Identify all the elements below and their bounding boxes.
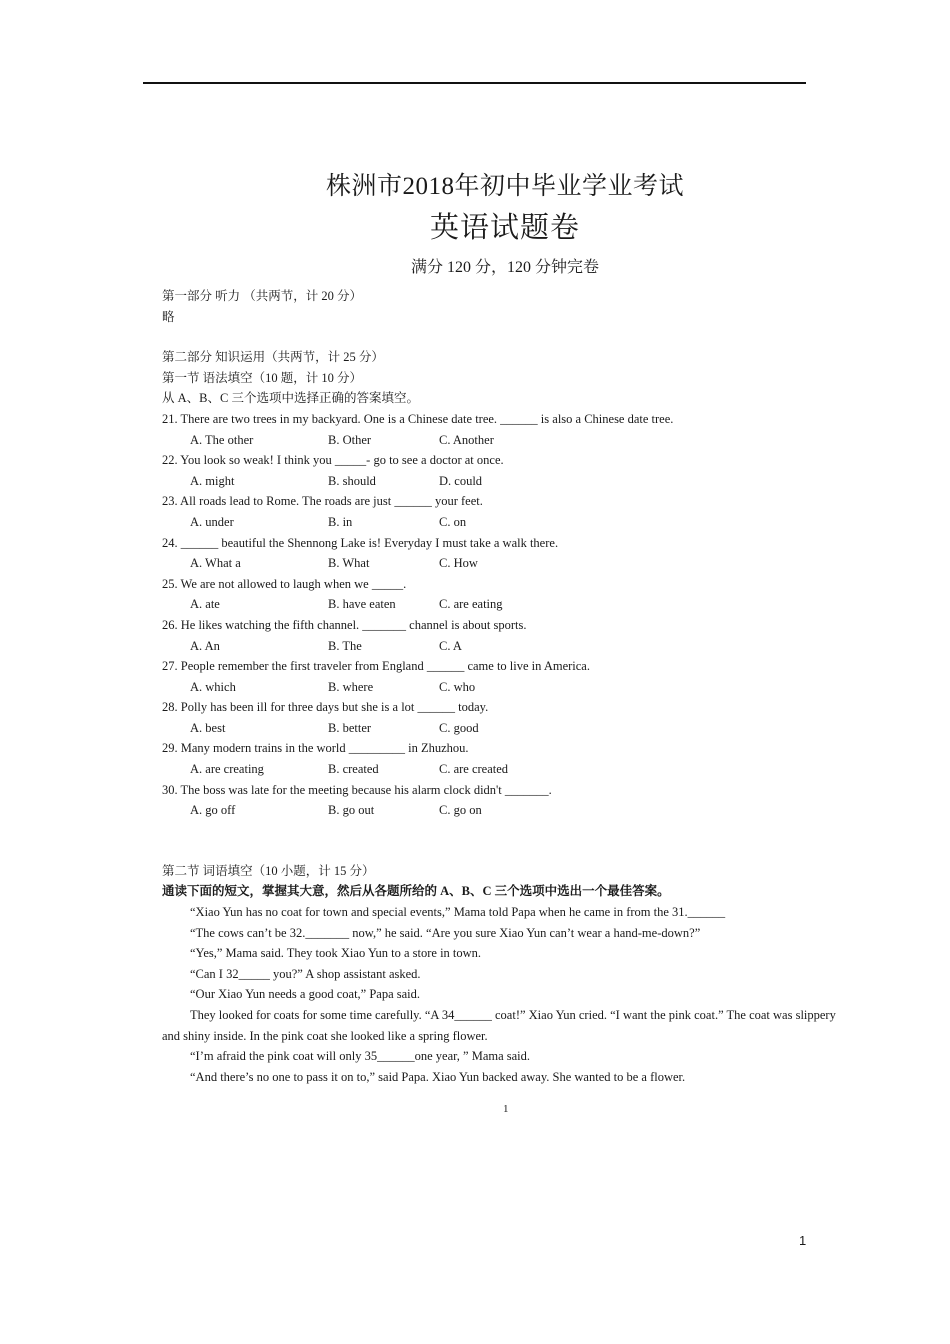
section2-instruction: 通读下面的短文，掌握其大意，然后从各题所给的 A、B、C 三个选项中选出一个最佳答案。 xyxy=(162,884,670,899)
option-a: A. ate xyxy=(190,597,220,612)
passage-paragraph: “And there’s no one to pass it on to,” said Papa. Xiao Yun backed away. She wanted to be a flower. xyxy=(190,1069,686,1084)
option-b: B. better xyxy=(328,720,372,735)
exam-subtitle: 英语试题卷 xyxy=(429,212,580,244)
option-b: B. should xyxy=(328,473,376,488)
cloze-passage xyxy=(162,902,862,1087)
option-b: B. created xyxy=(328,762,379,777)
question-22-options xyxy=(162,471,862,492)
part1-heading: 第一部分 听力 （共两节，计 20 分） xyxy=(162,289,363,303)
question-29-options xyxy=(162,759,862,780)
exam-info: 满分 120 分，120 分钟完卷 xyxy=(410,259,599,276)
question-30: 30. The boss was late for the meeting because his alarm clock didn't _______. xyxy=(162,782,552,797)
question-27-options xyxy=(162,677,862,698)
passage-paragraph: “Yes,” Mama said. They took Xiao Yun to a store in town. xyxy=(190,946,482,961)
passage-paragraph: “The cows can’t be 32._______ now,” he said. “Are you sure Xiao Yun can’t wear a hand-me-down?” xyxy=(190,925,701,940)
inner-page-number: 1 xyxy=(503,1103,509,1115)
passage-paragraph: “I’m afraid the pink coat will only 35______one year, ” Mama said. xyxy=(190,1049,531,1064)
option-a: A. The other xyxy=(190,432,254,447)
question-28-options xyxy=(162,718,862,739)
option-c: C. are created xyxy=(439,762,509,777)
question-30-options xyxy=(162,800,862,821)
question-24: 24. ______ beautiful the Shennong Lake is! Everyday I must take a walk there. xyxy=(162,535,559,550)
section1-heading: 第一节 语法填空（10 题，计 10 分） xyxy=(162,370,363,385)
exam-title: 株洲市2018年初中毕业学业考试 xyxy=(325,173,684,200)
option-b: B. Other xyxy=(328,432,372,447)
option-a: A. are creating xyxy=(190,762,264,777)
passage-paragraph: “Our Xiao Yun needs a good coat,” Papa said. xyxy=(190,987,421,1002)
question-25: 25. We are not allowed to laugh when we _____. xyxy=(162,576,407,591)
exam-content xyxy=(162,286,862,1087)
option-c: C. on xyxy=(439,514,467,529)
option-b: B. in xyxy=(328,514,353,529)
option-c: C. A xyxy=(439,638,462,653)
question-24-options xyxy=(162,553,862,574)
option-a: A. might xyxy=(190,473,235,488)
part2-heading: 第二部分 知识运用（共两节，计 25 分） xyxy=(162,350,384,365)
question-21: 21. There are two trees in my backyard. One is a Chinese date tree. ______ is also a Chinese date tree. xyxy=(162,411,674,426)
question-22: 22. You look so weak! I think you _____- go to see a doctor at once. xyxy=(162,453,504,468)
option-c: C. How xyxy=(439,556,478,571)
option-a: A. which xyxy=(190,679,236,694)
section1-instruction: 从 A、B、C 三个选项中选择正确的答案填空。 xyxy=(162,391,419,406)
passage-paragraph: “Xiao Yun has no coat for town and special events,” Mama told Papa when he came in from the 31.______ xyxy=(190,905,726,920)
question-26: 26. He likes watching the fifth channel. _______ channel is about sports. xyxy=(162,617,527,632)
question-27: 27. People remember the first traveler from England ______ came to live in America. xyxy=(162,659,590,674)
option-b: B. have eaten xyxy=(328,597,396,612)
question-23-options xyxy=(162,512,862,533)
question-21-options xyxy=(162,430,862,451)
option-c: D. could xyxy=(439,473,483,488)
option-b: B. go out xyxy=(328,803,375,818)
option-b: B. where xyxy=(328,679,374,694)
header-rule xyxy=(143,82,806,84)
question-23: 23. All roads lead to Rome. The roads are just ______ your feet. xyxy=(162,494,483,509)
question-25-options xyxy=(162,594,862,615)
question-29: 29. Many modern trains in the world _________ in Zhuzhou. xyxy=(162,741,469,756)
section2-heading: 第二节 词语填空（10 小题，计 15 分） xyxy=(162,863,375,878)
option-b: B. The xyxy=(328,638,362,653)
passage-paragraph: “Can I 32_____ you?” A shop assistant asked. xyxy=(190,966,421,981)
option-a: A. What a xyxy=(190,556,241,571)
option-a: A. go off xyxy=(190,803,236,818)
question-list xyxy=(162,409,862,821)
option-a: A. An xyxy=(190,638,220,653)
option-c: C. go on xyxy=(439,803,482,818)
option-c: C. Another xyxy=(439,432,494,447)
option-a: A. under xyxy=(190,514,234,529)
option-c: C. good xyxy=(439,720,479,735)
option-c: C. are eating xyxy=(439,597,503,612)
passage-paragraph: They looked for coats for some time carefully. “A 34______ coat!” Xiao Yun cried. “I want the pink coat.” The coat was slippery and shiny inside. In the pink coat she looked like a spring flower. xyxy=(162,1008,836,1043)
option-b: B. What xyxy=(328,556,370,571)
question-26-options xyxy=(162,636,862,657)
question-28: 28. Polly has been ill for three days but she is a lot ______ today. xyxy=(162,700,489,715)
option-a: A. best xyxy=(190,720,226,735)
part1-note: 略 xyxy=(162,309,175,324)
option-c: C. who xyxy=(439,679,476,694)
page-number: 1 xyxy=(799,1233,807,1248)
